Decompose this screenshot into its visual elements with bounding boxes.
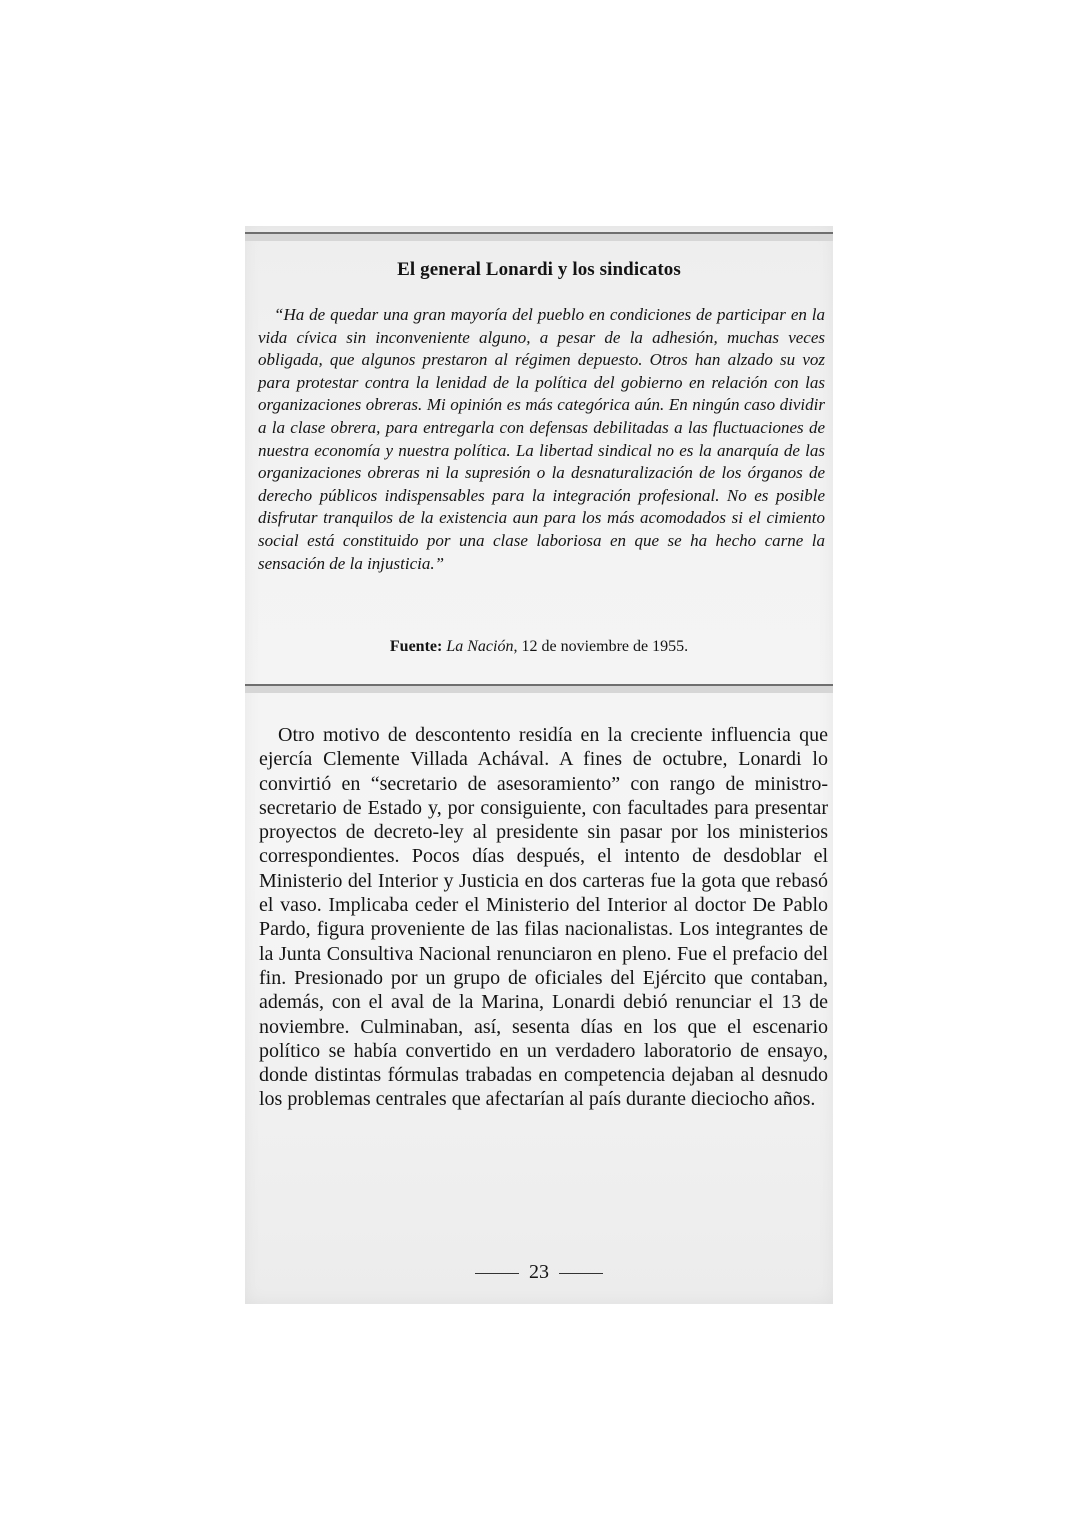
left-dash	[475, 1273, 519, 1274]
body-paragraph: Otro motivo de descontento residía en la creciente influencia que ejercía Clemente Villada Achával. A fines de octubre, Lonardi lo convirtió en “secretario de asesoramiento” con rango de ministro-secretario de Estado y, por consiguiente, con facultades para presentar proyectos de decreto-ley al presidente sin pasar por los ministerios correspondientes. Pocos días después, el intento de desdoblar el Ministerio del Interior y Justicia en dos carteras fue la gota que rebasó el vaso. Implicaba ceder el Ministerio del Interior al doctor De Pablo Pardo, figura proveniente de las filas nacionalistas. Los integrantes de la Junta Consultiva Nacional renunciaron en pleno. Fue el prefacio del fin. Presionado por un grupo de oficiales del Ejército que contaban, además, con el aval de la Marina, Lonardi debió renunciar el 13 de noviembre. Culminaban, así, sesenta días en los que el escenario político se había convertido en un verdadero laboratorio de ensayo, donde distintas fórmulas trabadas en competencia dejaban al desnudo los problemas centrales que afectarían al país durante dieciocho años.	[259, 724, 828, 1111]
source-label: Fuente:	[389, 638, 443, 655]
page-number-footer	[245, 1261, 833, 1284]
box-quote: “Ha de quedar una gran mayoría del pueblo en condiciones de participar en la vida cívica sin inconveniente alguno, a pesar de la adhesión, muchas veces obligada, que algunos prestaron al régimen depuesto. Otros han alzado su voz para protestar contra la lenidad de la política del gobierno en relación con las organizaciones obreras. Mi opinión es más categórica aún. En ningún caso dividir a la clase obrera, para entregarla con defensas debilitadas a las fluctuaciones de nuestra economía y nuestra política. La libertad sindical no es la anarquía de las organizaciones obreras ni la supresión o la desnaturalización de los órganos de derecho públicos indispensables para la integración profesional. No es posible disfrutar tranquilos de la existencia aun para los más acomodados si el cimiento social está constituido por una clase laboriosa en que se ha hecho carne la sensación de la injusticia.”	[258, 305, 825, 573]
box-source	[245, 638, 833, 656]
box-bottom-rule	[245, 684, 833, 693]
right-dash	[559, 1273, 603, 1274]
book-page	[245, 226, 833, 1304]
source-publication: La Nación	[446, 638, 514, 655]
source-date: , 12 de noviembre de 1955.	[513, 638, 689, 655]
box-title: El general Lonardi y los sindicatos	[397, 259, 681, 280]
box-top-rule	[245, 232, 833, 241]
page-number: 23	[529, 1261, 549, 1283]
